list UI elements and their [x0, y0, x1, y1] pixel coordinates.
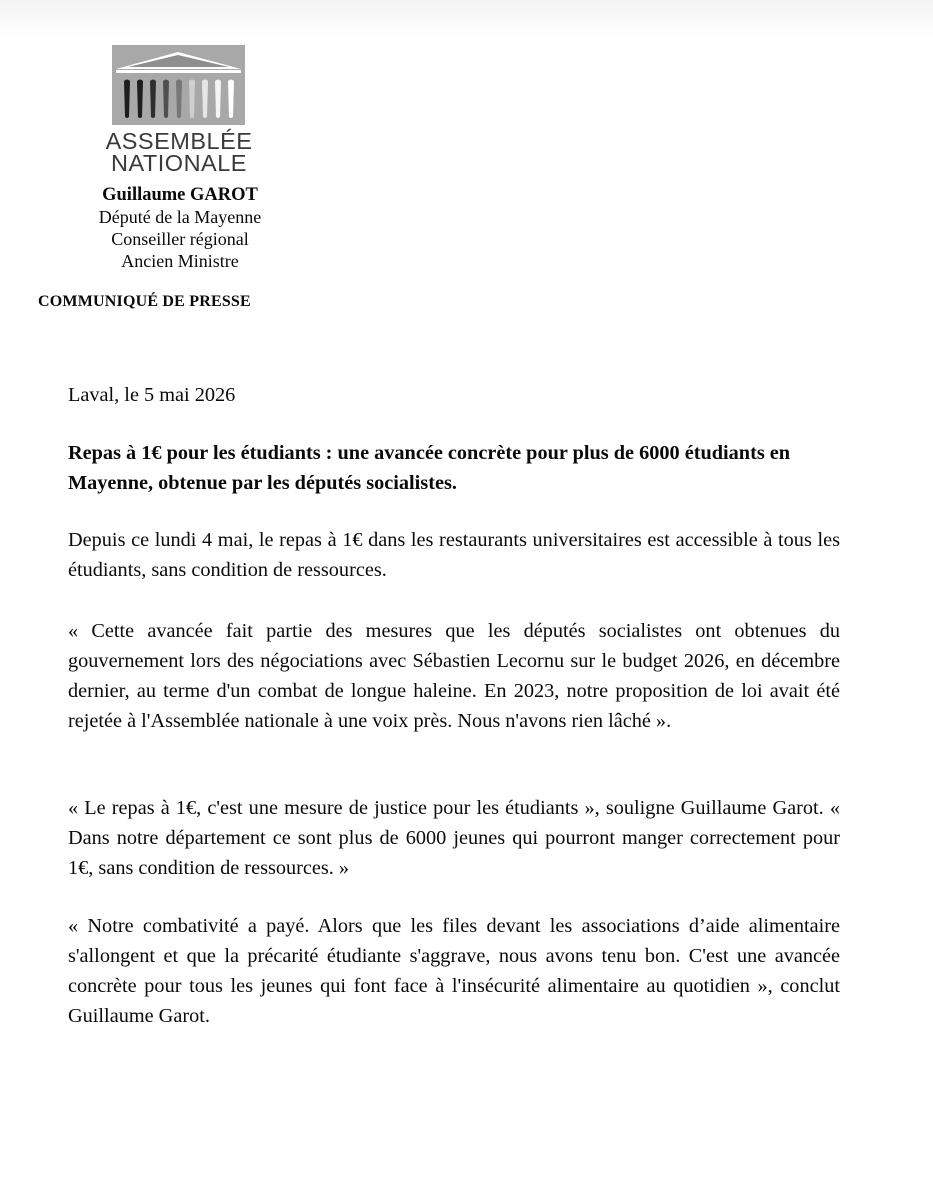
paragraph-3: « Le repas à 1€, c'est une mesure de justice pour les étudiants », souligne Guillaume Garot. « Dans notre département ce sont plus de 6000 jeunes qui pourront manger correctement pour 1€, sans condition de ressources. » [68, 797, 840, 879]
logo-line-1: ASSEMBLÉE [105, 128, 253, 154]
headline: Repas à 1€ pour les étudiants : une avancée concrète pour plus de 6000 étudiants en Mayenne, obtenue par les députés socialistes. [68, 442, 791, 494]
deputy-title-2: Conseiller régional [111, 229, 249, 249]
deputy-title-3: Ancien Ministre [121, 251, 239, 271]
deputy-title-1: Député de la Mayenne [98, 207, 262, 227]
hemicycle-icon [112, 45, 245, 125]
page-top-shade [0, 0, 933, 40]
assemblee-nationale-logo [112, 45, 245, 125]
deputy-name: Guillaume GAROT [102, 185, 258, 205]
paragraph-4: « Notre combativité a payé. Alors que les files devant les associations d’aide alimentaire s'allongent et que la précarité étudiante s'aggrave, nous avons tenu bon. C'est une avancée concrète pour tous les jeunes qui font face à l'insécurité alimentaire au quotidien », conclut Guillaume Garot. [68, 915, 840, 1027]
paragraph-1: Depuis ce lundi 4 mai, le repas à 1€ dans les restaurants universitaires est accessible à tous les étudiants, sans condition de ressources. [68, 529, 840, 581]
document-type: COMMUNIQUÉ DE PRESSE [38, 293, 251, 310]
paragraph-2: « Cette avancée fait partie des mesures que les députés socialistes ont obtenues du gouvernement lors des négociations avec Sébastien Lecornu sur le budget 2026, en décembre dernier, au terme d'un combat de longue haleine. En 2023, notre proposition de loi avait été rejetée à l'Assemblée nationale à une voix près. Nous n'avons rien lâché ». [68, 620, 840, 732]
logo-line-2: NATIONALE [111, 150, 247, 176]
deputy-block [60, 184, 300, 272]
place-date: Laval, le 5 mai 2026 [68, 384, 236, 406]
